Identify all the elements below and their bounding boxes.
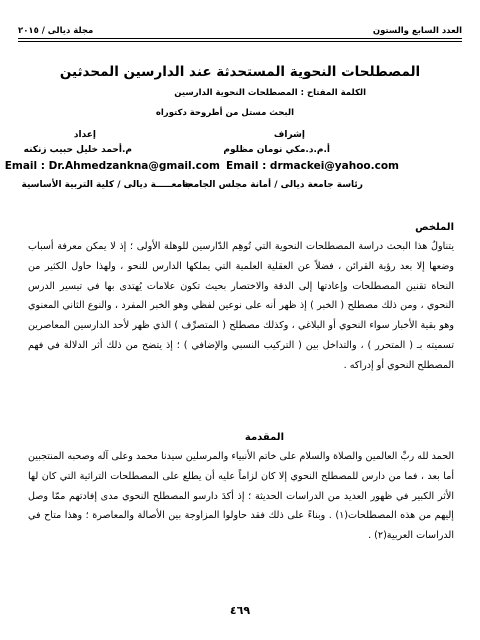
page-number: ٤٦٩ bbox=[229, 604, 251, 617]
running-header bbox=[18, 23, 462, 39]
intro-body bbox=[28, 447, 454, 546]
abstract-heading: الملخص bbox=[415, 222, 454, 233]
keywords-line: الكلمة المفتاح : المصطلحات النحوية الدارسين bbox=[174, 88, 366, 98]
preparer-label: إعداد bbox=[73, 130, 96, 140]
intro-heading: المقدمة bbox=[244, 432, 284, 443]
preparer-name: م.أحمد خليل حبيب زنكنه bbox=[23, 145, 132, 155]
preparer-email: Email : Dr.Ahmedzankna@gmail.com bbox=[4, 160, 220, 172]
preparer-affiliation: جامعـــــة ديالى / كلية التربية الأساسية bbox=[21, 180, 192, 190]
header-rule-thin bbox=[18, 41, 462, 42]
article-title: المصطلحات النحوية المستحدثة عند الدارسين المحدثين bbox=[59, 64, 421, 80]
supervisor-name: أ.م.د.مكي نومان مظلوم bbox=[223, 145, 330, 155]
journal-label: مجلة ديالى / ٢٠١٥ bbox=[18, 26, 94, 36]
header-rule bbox=[18, 38, 462, 39]
supervisor-affiliation: رئاسة جامعة ديالى / أمانة مجلس الجامعة bbox=[183, 180, 363, 190]
intro-paragraph: الحمد لله ربِّ العالمين والصلاة والسلام على خاتم الأنبياء والمرسلين سيدنا محمد وعلى آله وصحبه المنتجبين أما بعد ، فما من دارس للمصطلح النحوي إلا كان لزاماً عليه أن يطلع على المصطلحات التراثية التي كان لها الأثر الكبير في ظهور العديد من الدراسات الحديثة ؛ إذ أكدَ دارسو المصطلح النحوي مدى إفادتهم ممّا وصل إليهم من هذه المصطلحات(١) . وبناءً على ذلك فقد حاولوا المزاوجة بين الأصالة والمعاصرة ؛ وهذا متاح في الدراسات العربية(٢) . bbox=[28, 451, 454, 542]
abstract-body bbox=[28, 237, 454, 376]
abstract-paragraph: يتناولُ هذا البحث دراسة المصطلحات النحوية التي تُوهِم الدّارسين للوهلة الأولى ؛ إذ لا يمكن معرفة أسباب وضعها إلا بعد رؤية القرائن ، فضلاً عن العقلية العلمية التي يملكها الدارس للنحو ، ولهذا حاول الكثير من النحاة تقنين المصطلحات وإعادتها إلى الدقة والاختصار بحيث تكون علامات يُهتدى بها في تيسير الدرس النحوي ، ومن ذلك مصطلح ( الخبر ) إذ ظهر أنه على نوعين لفظي وهو الخبر المفرد ، والنوع الثاني المعنوي وهو بقية الأخبار سواء النحوي أو البلاغي ، وكذلك مصطلح ( المتصرِّف ) الذي ظهر لأحد الدارسين المعاصرين تسميته بـ ( المتحرر ) ، والتداخل بين ( التركيب النسبي والإضافي ) ؛ إذ يتضح من ذلك أثر الدلالة في فهم المصطلح النحوي أو إدراكه . bbox=[28, 241, 454, 371]
thesis-note: البحث مستل من أطروحة دكتوراه bbox=[155, 108, 294, 118]
issue-label: العدد السابع والستون bbox=[372, 26, 462, 36]
supervisor-label: إشراف bbox=[273, 130, 305, 140]
supervisor-email: Email : drmackei@yahoo.com bbox=[226, 160, 399, 172]
